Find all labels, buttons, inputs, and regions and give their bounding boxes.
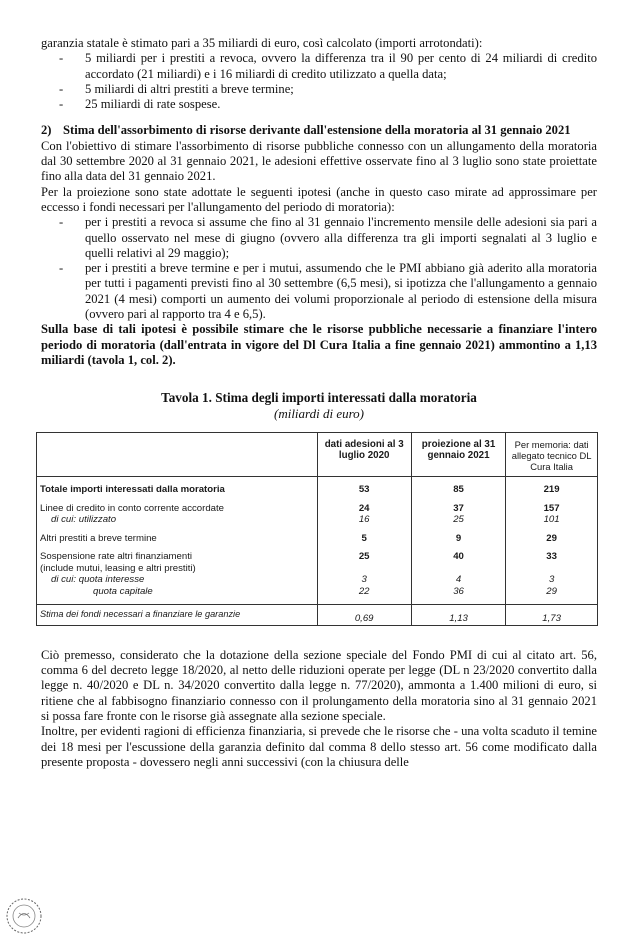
table-row <box>37 503 598 515</box>
section-number: 2) <box>41 123 52 138</box>
cell-value: 157 <box>506 503 598 515</box>
row-label: Altri prestiti a breve termine <box>40 532 157 544</box>
row-label: Sospensione rate altri finanziamenti <box>40 551 192 563</box>
cell-value: 40 <box>411 551 505 563</box>
table-title: Tavola 1. Stima degli importi interessati dalla moratoria <box>161 390 477 406</box>
cell-value: 1,73 <box>506 605 598 626</box>
col-header-proiezione: proiezione al 31 gennaio 2021 <box>411 433 505 477</box>
cell-value: 22 <box>317 586 411 598</box>
table-subtitle: (miliardi di euro) <box>273 406 365 422</box>
row-label: Stima dei fondi necessari a finanziare le garanzie <box>37 605 318 626</box>
cell-value: 25 <box>411 514 505 526</box>
intro-bullet: - 5 miliardi per i prestiti a revoca, ovvero la differenza tra il 90 per cento di 24 miliardi di credito accordato (21 miliardi) e i 16 miliardi di credito utilizzato a quella data; <box>85 51 597 82</box>
col-header-adesioni: dati adesioni al 3 luglio 2020 <box>317 433 411 477</box>
cell-value: 3 <box>506 574 598 586</box>
cell-value: 219 <box>506 484 598 496</box>
header-blank <box>37 433 318 477</box>
intro-bullet: - 5 miliardi di altri prestiti a breve termine; <box>85 82 597 97</box>
cell-value: 25 <box>317 551 411 563</box>
intro-bullet: - 25 miliardi di rate sospese. <box>85 97 597 112</box>
cell-value: 36 <box>411 586 505 598</box>
table-row <box>37 605 598 626</box>
closing-paragraph: Ciò premesso, considerato che la dotazione della sezione speciale del Fondo PMI di cui al citato art. 56, comma 6 del decreto legge 18/2020, al netto delle riduzioni operate per legge (DL n 23/2020 convertito dalla legge n. 40/2020 e DL n. 34/2020 convertito dalla legge n. 77/2020), ammonta a 1.400 milioni di euro, si ritiene che al fabbisogno finanziario connesso con il prolungamento della moratoria sino al 31 gennaio 2021 si possa fare fronte con le risorse già assegnate alla sezione speciale. <box>41 647 597 723</box>
row-label: Totale importi interessati dalla moratoria <box>40 484 225 496</box>
cell-value: 9 <box>411 533 505 545</box>
intro-bullet-list <box>41 51 597 112</box>
section-title: Stima dell'assorbimento di risorse derivante dall'estensione della moratoria al 31 gennaio 2021 <box>63 123 571 138</box>
cell-value: 53 <box>317 484 411 496</box>
row-label: quota capitale <box>93 585 153 597</box>
cell-value: 85 <box>411 484 505 496</box>
cell-value: 0,69 <box>317 605 411 626</box>
estimate-table <box>36 432 598 626</box>
cell-value: 4 <box>411 574 505 586</box>
cell-value: 33 <box>506 551 598 563</box>
cell-value: 3 <box>317 574 411 586</box>
cell-value: 16 <box>317 514 411 526</box>
table-header-row <box>37 433 598 477</box>
cell-value: 24 <box>317 503 411 515</box>
cell-value: 29 <box>506 533 598 545</box>
table-row <box>37 551 598 563</box>
row-label: Linee di credito in conto corrente accordate <box>40 502 224 514</box>
table-row <box>37 484 598 496</box>
cell-value: 5 <box>317 533 411 545</box>
section-conclusion: Sulla base di tali ipotesi è possibile stimare che le risorse pubbliche necessarie a finanziare l'intero periodo di moratoria (dall'entrata in vigore del Dl Cura Italia a fine gennaio 2021) ammontino a 1,13 miliardi (tavola 1, col. 2). <box>41 322 597 367</box>
hypothesis-item: - per i prestiti a breve termine e per i mutui, assumendo che le PMI abbiano già aderito alla moratoria per tutti i pagamenti previsti fino al 30 settembre (6,5 mesi), si ipotizza che l'allungamento a gennaio 2021 (4 mesi) comporti un aumento dei volumi proporzionale al periodo di estensione della misura (ovvero pari al rapporto tra 4 e 6,5). <box>85 261 597 322</box>
closing-paragraph: Inoltre, per evidenti ragioni di efficienza finanziaria, si prevede che le risorse che - una volta scaduto il temine dei 18 mesi per l'escussione della garanzia definito dal comma 8 dello stesso art. 56 come modificato dalla presente proposta - dovessero negli anni successivi (con la chiusura delle <box>41 724 597 769</box>
cell-value: 37 <box>411 503 505 515</box>
table-row <box>37 574 598 586</box>
document-page <box>41 36 597 770</box>
section-paragraph: Per la proiezione sono state adottate le seguenti ipotesi (anche in questo caso mirate ad approssimare per eccesso i fondi necessari per l'allungamento del periodo di moratoria): <box>41 184 597 214</box>
row-label: di cui: quota interesse <box>51 574 145 586</box>
hypothesis-item: - per i prestiti a revoca si assume che fino al 31 gennaio l'incremento mensile delle adesioni sia pari a quello osservato nel mese di giugno (ovvero alla differenza tra gli importi segnalati al 3 luglio e quelli relativi al 29 maggio); <box>85 215 597 261</box>
cell-value: 101 <box>506 514 598 526</box>
col-header-memoria: Per memoria: dati allegato tecnico DL Cura Italia <box>506 433 598 477</box>
table-row <box>37 533 598 545</box>
intro-line: garanzia statale è stimato pari a 35 miliardi di euro, così calcolato (importi arrotondati): <box>41 36 483 50</box>
table-row <box>37 563 598 575</box>
cell-value: 29 <box>506 586 598 598</box>
table-row <box>37 586 598 598</box>
section-paragraph: Con l'obiettivo di stimare l'assorbimento di risorse pubbliche connesso con un allungamento della moratoria dal 30 settembre 2020 al 31 gennaio 2021, le adesioni effettive osservate fino al 3 luglio sono state proiettate fino alla data del 31 gennaio 2021. <box>41 138 597 184</box>
official-seal-stamp <box>4 896 44 936</box>
hypothesis-list <box>41 215 597 322</box>
row-label: di cui: utilizzato <box>51 514 117 526</box>
row-label: (include mutui, leasing e altri prestiti) <box>40 562 196 574</box>
table-row <box>37 514 598 526</box>
section-heading <box>41 123 597 138</box>
cell-value: 1,13 <box>411 605 505 626</box>
